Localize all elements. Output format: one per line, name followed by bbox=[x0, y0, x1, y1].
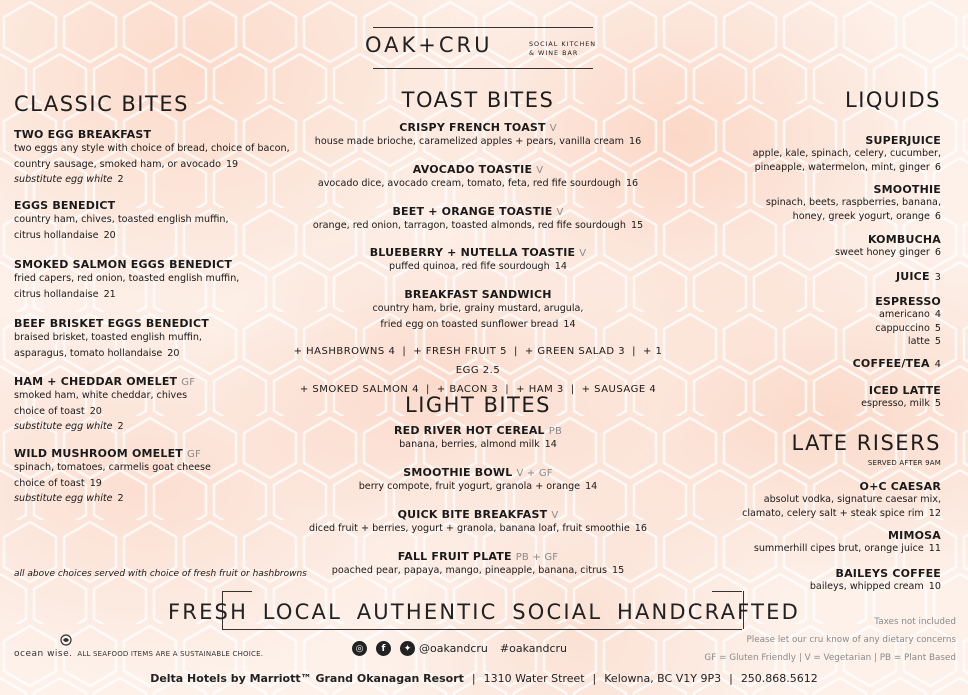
menu-item: O+C CAESAR absolut vodka, signature caesar mix, clamato, celery salt + steak spice rim 12 bbox=[742, 480, 941, 519]
light-bites-title: LIGHT BITES bbox=[405, 393, 551, 417]
social-hashtag[interactable]: #oakandcru bbox=[499, 642, 567, 655]
banner-line-right bbox=[712, 591, 742, 592]
late-risers-subtitle: SERVED AFTER 9AM bbox=[867, 459, 941, 467]
menu-item: KOMBUCHA sweet honey ginger 6 bbox=[834, 233, 941, 258]
logo-wordmark: OAK+CRU bbox=[365, 33, 493, 57]
fineprint: Taxes not included Please let our cru know of any dietary concerns GF = Gluten Friendly | V = Vegetarian | PB = Plant Based bbox=[704, 617, 956, 663]
liquids-title: LIQUIDS bbox=[845, 88, 941, 112]
toast-bites-title: TOAST BITES bbox=[401, 88, 555, 112]
classic-footnote: all above choices served with choice of fresh fruit or hashbrowns bbox=[14, 569, 307, 579]
menu-item: TWO EGG BREAKFAST two eggs any style with choice of bread, choice of bacon, country sausage, smoked ham, or avocado 19 substitute egg white 2 bbox=[14, 128, 290, 185]
ocean-wise-text: ocean wise. ALL SEAFOOD ITEMS ARE A SUSTAINABLE CHOICE. bbox=[14, 649, 264, 659]
menu-item: BLUEBERRY + NUTELLA TOASTIE V puffed quinoa, red fife sourdough 14 bbox=[369, 246, 587, 272]
footer-address: Delta Hotels by Marriott™ Grand Okanagan Resort | 1310 Water Street | Kelowna, BC V1Y 9P3 | 250.868.5612 bbox=[150, 672, 818, 685]
menu-item: ESPRESSO americano 4 cappuccino 5 latte 5 bbox=[875, 295, 941, 347]
menu-item: BAILEYS COFFEE baileys, whipped cream 10 bbox=[809, 567, 941, 592]
menu-item: ICED LATTE espresso, milk 5 bbox=[861, 384, 941, 409]
menu-item: COFFEE/TEA 4 bbox=[852, 357, 941, 370]
menu-item: BEET + ORANGE TOASTIE V orange, red onion, tarragon, toasted almonds, red fife sourdough 15 bbox=[312, 205, 644, 231]
menu-item: FALL FRUIT PLATE PB + GF poached pear, papaya, mango, pineapple, banana, citrus 15 bbox=[331, 550, 625, 576]
instagram-icon[interactable]: ◎ bbox=[352, 641, 367, 656]
menu-item: SMOKED SALMON EGGS BENEDICT fried capers, red onion, toasted english muffin, citrus hollandaise 21 bbox=[14, 258, 240, 300]
menu-item: AVOCADO TOASTIE V avocado dice, avocado cream, tomato, feta, red fife sourdough 16 bbox=[317, 163, 639, 189]
menu-item: WILD MUSHROOM OMELET GF spinach, tomatoes, carmelis goat cheese choice of toast 19 substitute egg white 2 bbox=[14, 447, 211, 504]
menu-item: EGGS BENEDICT country ham, chives, toasted english muffin, citrus hollandaise 20 bbox=[14, 199, 229, 241]
twitter-icon[interactable]: ✦ bbox=[400, 641, 415, 656]
menu-item: HAM + CHEDDAR OMELET GF smoked ham, white cheddar, chives choice of toast 20 substitute egg white 2 bbox=[14, 375, 196, 432]
menu-item: SMOOTHIE spinach, beets, raspberries, banana, honey, greek yogurt, orange 6 bbox=[765, 183, 941, 222]
menu-item: QUICK BITE BREAKFAST V diced fruit + berries, yogurt + granola, banana loaf, fruit smoothie 16 bbox=[309, 508, 647, 534]
facebook-icon[interactable]: f bbox=[376, 641, 391, 656]
social-links bbox=[352, 641, 567, 656]
menu-item: RED RIVER HOT CEREAL PB banana, berries, almond milk 14 bbox=[393, 424, 563, 450]
late-risers-title: LATE RISERS bbox=[791, 431, 941, 455]
logo-subtitle: SOCIAL KITCHEN & WINE BAR bbox=[529, 40, 597, 57]
banner-line-left bbox=[222, 591, 252, 592]
menu-item: MIMOSA summerhill cipes brut, orange juice 11 bbox=[753, 529, 941, 554]
social-handle[interactable]: @oakandcru bbox=[419, 642, 488, 655]
menu-item: SMOOTHIE BOWL V + GF berry compote, fruit yogurt, granola + orange 14 bbox=[358, 466, 598, 492]
menu-item: CRISPY FRENCH TOAST V house made brioche, caramelized apples + pears, vanilla cream 16 bbox=[314, 121, 642, 147]
banner-words: FRESH LOCAL AUTHENTIC SOCIAL HANDCRAFTED bbox=[168, 600, 800, 624]
menu-item: SUPERJUICE apple, kale, spinach, celery, cucumber, pineapple, watermelon, mint, ginger 6 bbox=[752, 134, 941, 173]
menu-item: JUICE 3 bbox=[895, 270, 941, 283]
classic-bites-title: CLASSIC BITES bbox=[14, 92, 189, 116]
banner-line-bottom bbox=[222, 629, 742, 630]
menu-item: BEEF BRISKET EGGS BENEDICT braised brisket, toasted english muffin, asparagus, tomato hollandaise 20 bbox=[14, 317, 209, 359]
classic-bites-list bbox=[14, 128, 314, 506]
menu-item: BREAKFAST SANDWICH country ham, brie, grainy mustard, arugula, fried egg on toasted sunflower bread 14 bbox=[372, 288, 584, 330]
addons-list: + HASHBROWNS 4 | + FRESH FRUIT 5 | + GREEN SALAD 3 | + 1 EGG 2.5 + SMOKED SALMON 4 | + BACON 3 | + HAM 3 | + SAUSAGE 4 bbox=[293, 346, 663, 395]
